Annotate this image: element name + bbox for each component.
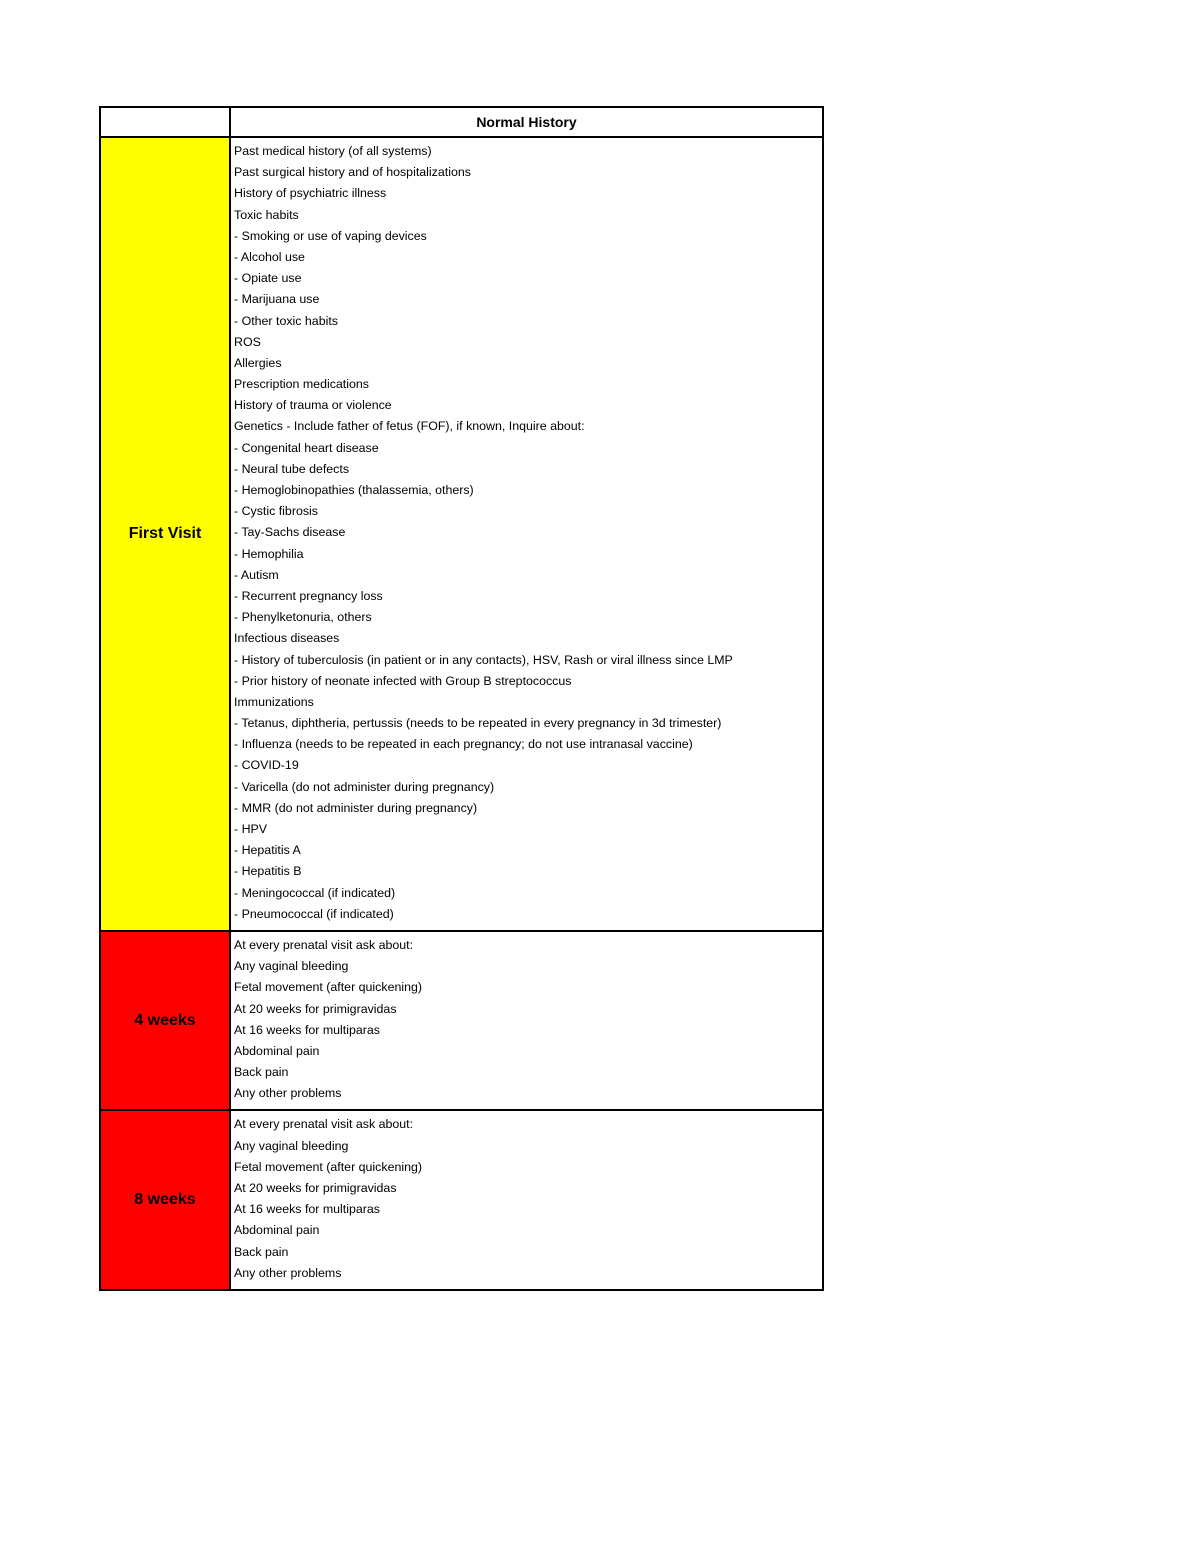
history-line: - Influenza (needs to be repeated in each pregnancy; do not use intranasal vaccine) xyxy=(234,737,693,752)
history-line: - MMR (do not administer during pregnancy) xyxy=(234,800,478,815)
history-line: Fetal movement (after quickening) xyxy=(234,980,423,995)
history-line: Infectious diseases xyxy=(234,631,340,646)
history-line: At 20 weeks for primigravidas xyxy=(234,1181,397,1195)
history-line: - Hemoglobinopathies (thalassemia, others) xyxy=(234,483,474,497)
history-line: - Tay-Sachs disease xyxy=(234,525,346,540)
history-line: History of psychiatric illness xyxy=(234,186,387,201)
visit-label: 8 weeks xyxy=(100,1110,230,1290)
header-row xyxy=(100,107,823,137)
history-line: At 16 weeks for multiparas xyxy=(234,1022,380,1037)
history-line: Genetics - Include father of fetus (FOF), if known, Inquire about: xyxy=(234,419,585,434)
history-line: At 16 weeks for multiparas xyxy=(234,1202,380,1217)
history-line: - Varicella (do not administer during pregnancy) xyxy=(234,779,495,794)
history-line: At 20 weeks for primigravidas xyxy=(234,1001,397,1016)
history-line: - COVID-19 xyxy=(234,758,299,773)
history-lines xyxy=(231,1111,822,1289)
history-line: - Hepatitis A xyxy=(234,843,301,858)
history-line: - Tetanus, diphtheria, pertussis (needs to be repeated in every pregnancy in 3d trimester) xyxy=(234,716,722,731)
history-line: - HPV xyxy=(234,822,268,836)
history-line: - Other toxic habits xyxy=(234,313,338,328)
history-line: - History of tuberculosis (in patient or in any contacts), HSV, Rash or viral illness since LMP xyxy=(234,652,733,667)
header-title: Normal History xyxy=(230,107,823,137)
history-line: - Hemophilia xyxy=(234,546,304,561)
history-line: - Alcohol use xyxy=(234,249,305,264)
history-table xyxy=(99,106,824,1291)
visit-content-cell xyxy=(230,137,823,931)
visit-content-cell xyxy=(230,931,823,1111)
history-line: - Hepatitis B xyxy=(234,864,302,879)
history-line: Prescription medications xyxy=(234,377,369,392)
visit-row-4-weeks xyxy=(100,931,823,1111)
history-line: - Recurrent pregnancy loss xyxy=(234,588,383,603)
header-label-cell xyxy=(100,107,230,137)
history-line: - Smoking or use of vaping devices xyxy=(234,228,427,243)
history-line: - Marijuana use xyxy=(234,292,320,307)
history-line: - Opiate use xyxy=(234,271,302,286)
history-line: Back pain xyxy=(234,1244,289,1259)
history-line: Any vaginal bleeding xyxy=(234,1138,349,1153)
history-line: Abdominal pain xyxy=(234,1223,320,1238)
history-line: Any vaginal bleeding xyxy=(234,959,349,974)
visit-row-8-weeks xyxy=(100,1110,823,1290)
history-line: - Prior history of neonate infected with Group B streptococcus xyxy=(234,673,572,688)
history-line: Any other problems xyxy=(234,1265,342,1280)
visit-content-cell xyxy=(230,1110,823,1290)
visit-label: 4 weeks xyxy=(100,931,230,1111)
history-line: - Pneumococcal (if indicated) xyxy=(234,906,394,921)
history-lines xyxy=(231,138,822,930)
history-lines xyxy=(231,932,822,1110)
history-line: Past medical history (of all systems) xyxy=(234,144,432,158)
history-line: Abdominal pain xyxy=(234,1043,320,1058)
history-line: - Cystic fibrosis xyxy=(234,504,318,519)
history-line: ROS xyxy=(234,334,261,349)
visit-row-first-visit xyxy=(100,137,823,931)
history-line: Back pain xyxy=(234,1065,289,1080)
history-line: Toxic habits xyxy=(234,207,299,222)
visit-label: First Visit xyxy=(100,137,230,931)
history-line: - Meningococcal (if indicated) xyxy=(234,885,396,900)
history-line: - Autism xyxy=(234,567,279,582)
history-line: - Congenital heart disease xyxy=(234,440,379,455)
history-line: - Phenylketonuria, others xyxy=(234,610,372,625)
history-line: At every prenatal visit ask about: xyxy=(234,1117,414,1132)
history-line: At every prenatal visit ask about: xyxy=(234,937,414,952)
history-line: Past surgical history and of hospitalizations xyxy=(234,165,471,180)
history-line: Fetal movement (after quickening) xyxy=(234,1159,423,1174)
history-line: Any other problems xyxy=(234,1086,342,1101)
history-line: - Neural tube defects xyxy=(234,461,350,476)
history-line: Immunizations xyxy=(234,694,314,709)
history-line: History of trauma or violence xyxy=(234,398,392,413)
history-line: Allergies xyxy=(234,355,282,370)
